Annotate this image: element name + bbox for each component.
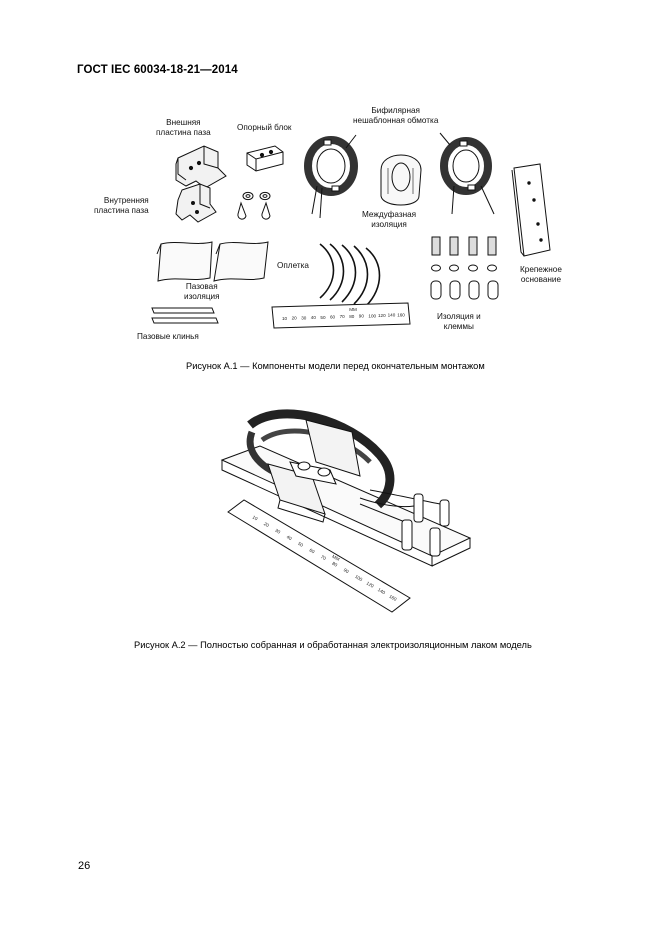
label-bifilar-winding: Бифилярная нешаблонная обмотка <box>353 106 439 125</box>
figure-a1-ruler-number: 140 <box>387 312 396 318</box>
figure-a2-ruler-number: 160 <box>388 593 398 602</box>
figure-a2-ruler-number: 90 <box>342 567 350 575</box>
figure-a2-ruler-number: 40 <box>285 534 293 542</box>
figure-a1-ruler-number: 70 <box>339 314 345 320</box>
figure-a1-ruler-number: 20 <box>291 315 297 321</box>
figure-a1-ruler-number: 120 <box>378 313 386 318</box>
figure-a2-ruler-number: 20 <box>262 521 270 529</box>
figure-a1-ruler-marking: MM <box>349 306 357 312</box>
figure-a1-ruler-number: 30 <box>301 315 307 321</box>
figure-a1-caption: Рисунок А.1 — Компоненты модели перед окончательным монтажом <box>186 361 485 371</box>
figure-a2-ruler-number: 140 <box>376 587 387 596</box>
label-braid: Оплетка <box>277 261 309 270</box>
label-slot-wedges: Пазовые клинья <box>137 332 199 341</box>
figure-a2-ruler-number: 30 <box>274 527 282 535</box>
figure-a1-ruler-number: 160 <box>397 312 405 318</box>
label-insulation-terminals: Изоляция и клеммы <box>437 312 481 331</box>
figure-a2-ruler-marking: MM <box>331 553 341 562</box>
label-phase-insulation: Междуфазная изоляция <box>362 210 417 229</box>
label-support-block: Опорный блок <box>237 123 292 132</box>
label-outer-slot-plate: Внешняя пластина паза <box>156 118 211 137</box>
figure-a2-ruler-number: 80 <box>331 560 339 568</box>
figure-a1-ruler-number: 90 <box>358 313 364 319</box>
figure-a1-ruler-number: 10 <box>282 316 288 321</box>
figure-a2-ruler-number: 100 <box>354 573 364 583</box>
figure-a2-ruler-number: 10 <box>251 514 259 522</box>
figure-a2-ruler-number: 70 <box>319 554 327 562</box>
figure-a2-ruler-number: 60 <box>308 547 316 555</box>
figure-a1-ruler-number: 80 <box>349 313 355 319</box>
figure-a1-ruler-number: 50 <box>320 314 326 320</box>
figure-a2-ruler-number: 50 <box>297 540 305 548</box>
page-number: 26 <box>78 860 91 872</box>
figure-a1-ruler-number: 60 <box>330 314 336 320</box>
figure-a1-ruler-number: 100 <box>368 313 377 319</box>
document-header: ГОСТ IEC 60034-18-21—2014 <box>77 64 238 76</box>
label-mounting-base: Крепежное основание <box>520 265 562 284</box>
figure-a2-ruler-number: 120 <box>365 580 375 589</box>
label-inner-slot-plate: Внутренняя пластина паза <box>94 196 149 215</box>
label-slot-insulation: Пазовая изоляция <box>184 282 220 301</box>
figure-a1-ruler-number: 40 <box>310 315 316 321</box>
figure-a2-caption: Рисунок А.2 — Полностью собранная и обработанная электроизоляционным лаком модель <box>134 640 532 650</box>
